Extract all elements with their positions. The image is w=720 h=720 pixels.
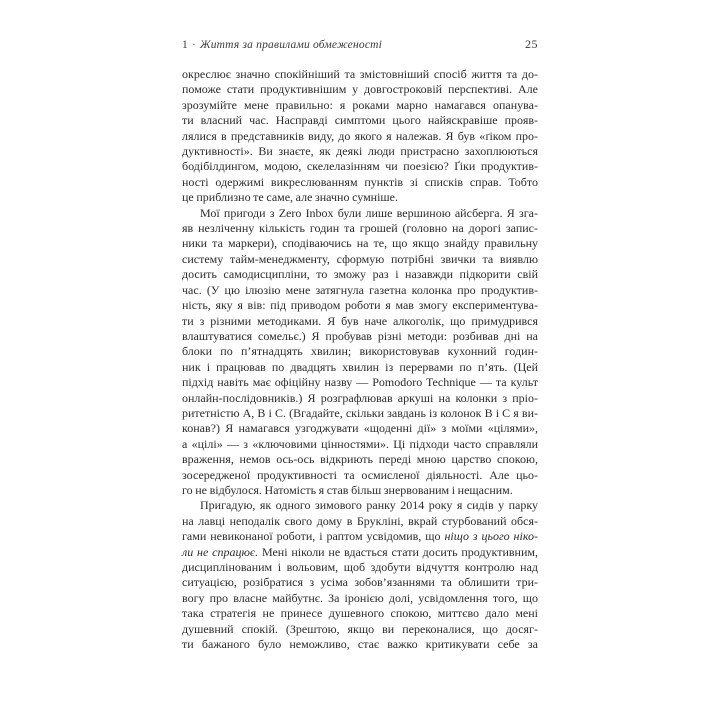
italic-phrase: ли не спрацює. bbox=[182, 544, 259, 559]
text-line: вогу про власне майбутнє. За іронією долі, усвідомлення того, що bbox=[182, 590, 538, 605]
text-line: на лавці неподалік свого дому в Брукліні, вкрай стурбований обся- bbox=[182, 513, 538, 528]
text-line: Пригадую, як одного зимового ранку 2014 року я сидів у парку bbox=[200, 498, 538, 513]
paragraph bbox=[182, 206, 538, 499]
text-line: це приблизно те саме, але значно сумніше. bbox=[182, 190, 398, 205]
text-line bbox=[182, 529, 538, 544]
text-line: яв незліченну кількість годин та грошей (головно на дорогі запис- bbox=[182, 221, 538, 236]
text-line: враження, немов ось-ось відкриють переді мною царство спокою, bbox=[182, 452, 538, 467]
text-line: дуктивності». Ви знаєте, як деякі люди пристрасно захоплюються bbox=[182, 144, 538, 159]
text-line: ситуацією, розібратися з усіма зобов’язаннями та облишити три- bbox=[182, 575, 538, 590]
text-line: ності одержимі викреслюванням пунктів зі списків справ. Тобто bbox=[182, 174, 538, 189]
text-line: ник і працював по двадцять хвилин із перервами по п’ять. (Цей bbox=[182, 359, 538, 374]
text-line: душевний спокій. (Зрештою, якщо ви переконалися, що досяг- bbox=[182, 621, 538, 636]
text-line: досить самодисципліни, то зможу раз і назавжди підкорити свій bbox=[182, 267, 538, 282]
text-line: дисциплінованим і вольовим, щоб здобути відчуття контролю над bbox=[182, 560, 538, 574]
paragraph bbox=[182, 67, 538, 206]
chapter-heading bbox=[182, 39, 382, 51]
text-line: така стратегія не принесе душевного спокою, миттєво дало мені bbox=[182, 606, 538, 621]
text-segment: гами невиконаної роботи, і раптом усвідомив, що bbox=[182, 529, 445, 544]
chapter-number: 1 bbox=[182, 39, 188, 51]
text-line: окреслює значно спокійніший та змістовніший спосіб життя та до- bbox=[182, 67, 538, 81]
text-line: конав?) Я намагався узгоджувати «щоденні дії» з моїми «цілями», bbox=[182, 421, 538, 436]
text-line: онлайн-послідовників.) Я розграфлював аркуші на колонки з пріо- bbox=[182, 390, 538, 405]
text-line: Мої пригоди з Zero Inbox були лише вершиною айсберга. Я зга- bbox=[200, 205, 538, 220]
running-header bbox=[182, 37, 538, 52]
text-line: час. (У цю ілюзію мене затягнула газетна колонка про продуктив- bbox=[182, 282, 538, 297]
text-line: лялися в представників виду, до якого я належав. Я був «ґіком про- bbox=[182, 128, 538, 143]
text-line: зрозумійте мене правильно: я роками марно намагався опанува- bbox=[182, 97, 538, 112]
text-line: ти з різними методиками. Я був наче алкоголік, що примудрився bbox=[182, 313, 538, 328]
header-separator: · bbox=[191, 39, 196, 51]
text-line: влаштуватися сомельє.) Я пробував різні методи: розбивав дні на bbox=[182, 328, 538, 343]
text-line: ритетністю А, В і С. (Вгадайте, скільки завдань із колонок В і С я ви- bbox=[182, 405, 538, 420]
text-line: зосередженої продуктивності та осмисленої діяльності. Але цьо- bbox=[182, 467, 538, 482]
page-number: 25 bbox=[525, 37, 538, 51]
text-line: поможе стати продуктивнішим у довгостроковій перспективі. Але bbox=[182, 82, 538, 97]
text-line: ти власний час. Насправді симптоми цього найяскравіше прояв- bbox=[182, 113, 538, 128]
chapter-title: Життя за правилами обмеженості bbox=[199, 39, 383, 51]
text-line: ти бажаного було неможливо, стає важко критикувати себе за bbox=[182, 637, 538, 652]
italic-phrase: ніщо з цього ніко- bbox=[444, 529, 538, 544]
text-line: систему тайм-менеджменту, сформую потрібні звички та виявлю bbox=[182, 251, 538, 266]
text-line: ники та маркери), сподіваючись на те, що якщо знайду правильну bbox=[182, 236, 538, 251]
text-line: а «цілі» — з «ключовими цінностями». Ці підходи часто справляли bbox=[182, 436, 538, 451]
text-line: ність, яку я вів: під приводом роботи я мав змогу експериментува- bbox=[182, 298, 538, 313]
text-line: підхід навіть має офіційну назву — Pomodoro Technique — та культ bbox=[182, 375, 538, 390]
text-line bbox=[182, 545, 538, 560]
text-line: бодібілдингом, модою, скелелазінням чи поезією? Ґіки продуктив- bbox=[182, 159, 538, 174]
text-line: го не відбулося. Натомість я став більш знервованим і нещасним. bbox=[182, 482, 513, 497]
text-line: блоки по п’ятнадцять хвилин; використовував кухонний годин- bbox=[182, 344, 538, 359]
text-column bbox=[182, 67, 538, 652]
text-segment: Мені ніколи не вдасться стати досить продуктивним, bbox=[258, 544, 538, 559]
paragraph bbox=[182, 498, 538, 652]
